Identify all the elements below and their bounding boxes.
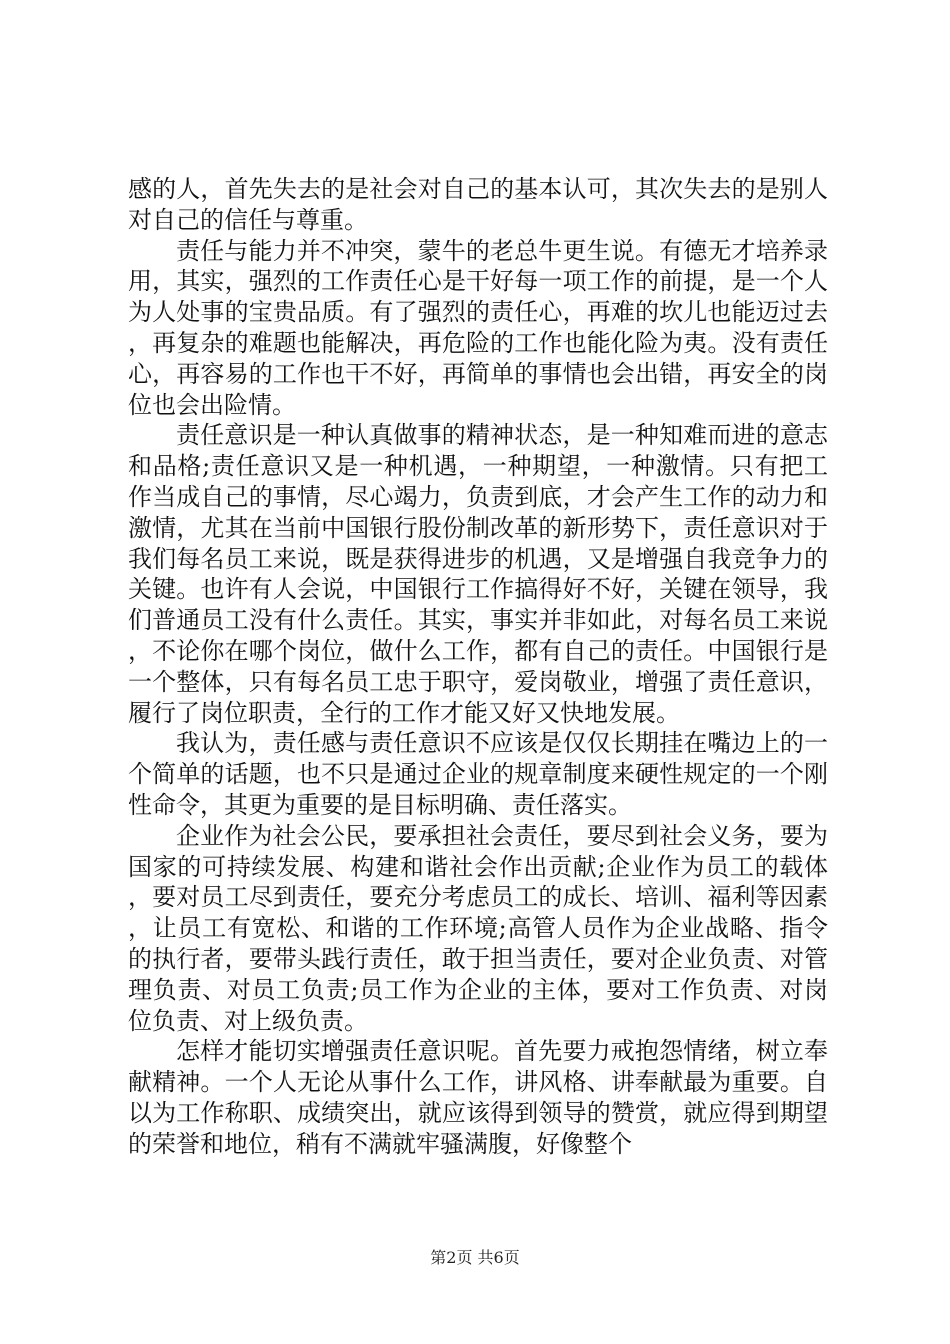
paragraph-continued: 感的人，首先失去的是社会对自己的基本认可，其次失去的是别人对自己的信任与尊重。 (128, 175, 828, 234)
paragraph: 企业作为社会公民，要承担社会责任，要尽到社会义务，要为国家的可持续发展、构建和谐社会作出贡献;企业作为员工的载体，要对员工尽到责任，要充分考虑员工的成长、培训、福利等因素，让员工有宽松、和谐的工作环境;高管人员作为企业战略、指令的执行者，要带头践行责任，敢于担当责任，要对企业负责、对管理负责、对员工负责;员工作为企业的主体，要对工作负责、对岗位负责、对上级负责。 (128, 821, 828, 1035)
paragraph: 我认为，责任感与责任意识不应该是仅仅长期挂在嘴边上的一个简单的话题，也不只是通过企业的规章制度来硬性规定的一个刚性命令，其更为重要的是目标明确、责任落实。 (128, 729, 828, 819)
paragraph: 责任与能力并不冲突，蒙牛的老总牛更生说。有德无才培养录用，其实，强烈的工作责任心是干好每一项工作的前提，是一个人为人处事的宝贵品质。有了强烈的责任心，再难的坎儿也能迈过去，再复杂的难题也能解决，再危险的工作也能化险为夷。没有责任心，再容易的工作也干不好，再简单的事情也会出错，再安全的岗位也会出险情。 (128, 236, 828, 419)
document-body (128, 174, 828, 1160)
paragraph: 怎样才能切实增强责任意识呢。首先要力戒抱怨情绪，树立奉献精神。一个人无论从事什么工作，讲风格、讲奉献最为重要。自以为工作称职、成绩突出，就应该得到领导的赞赏，就应得到期望的荣誉和地位，稍有不满就牢骚满腹，好像整个 (128, 1037, 828, 1158)
paragraph: 责任意识是一种认真做事的精神状态，是一种知难而进的意志和品格;责任意识又是一种机遇，一种期望，一种激情。只有把工作当成自己的事情，尽心竭力，负责到底，才会产生工作的动力和激情，尤其在当前中国银行股份制改革的新形势下，责任意识对于我们每名员工来说，既是获得进步的机遇，又是增强自我竞争力的关键。也许有人会说，中国银行工作搞得好不好，关键在领导，我们普通员工没有什么责任。其实，事实并非如此，对每名员工来说，不论你在哪个岗位，做什么工作，都有自己的责任。中国银行是一个整体，只有每名员工忠于职守，爱岗敬业，增强了责任意识，履行了岗位职责，全行的工作才能又好又快地发展。 (128, 421, 828, 727)
page-number-footer: 第2页 共6页 (430, 1248, 520, 1267)
